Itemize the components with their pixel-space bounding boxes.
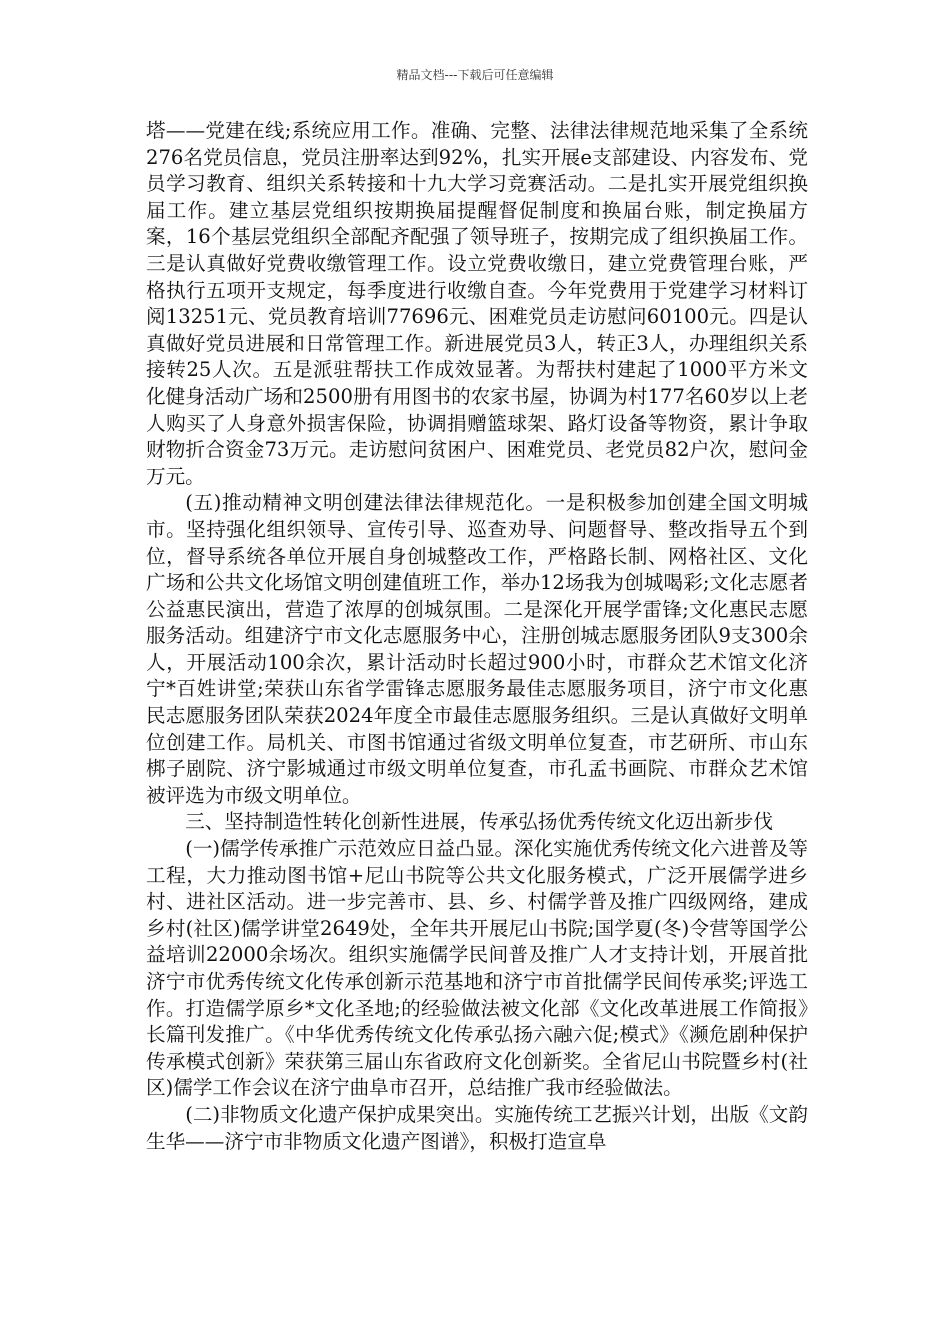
document-body bbox=[146, 118, 808, 1155]
page-header: 精品文档---下载后可任意编辑 bbox=[396, 68, 554, 82]
section-heading-three: 三、坚持制造性转化创新性进展，传承弘扬优秀传统文化迈出新步伐 bbox=[185, 810, 773, 834]
paragraph-party-building: 塔——党建在线;系统应用工作。准确、完整、法律法律规范地采集了全系统276名党员信息，党员注册率达到92%，扎实开展e支部建设、内容发布、党员学习教育、组织关系转接和十九大学习竞赛活动。二是扎实开展党组织换届工作。建立基层党组织按期换届提醒督促制度和换届台账，制定换届方案，16个基层党组织全部配齐配强了领导班子，按期完成了组织换届工作。三是认真做好党费收缴管理工作。设立党费收缴日，建立党费管理台账，严格执行五项开支规定，每季度进行收缴自查。今年党费用于党建学习材料订阅13251元、党员教育培训77696元、困难党员走访慰问60100元。四是认真做好党员进展和日常管理工作。新进展党员3人，转正3人，办理组织关系接转25人次。五是派驻帮扶工作成效显著。为帮扶村建起了1000平方米文化健身活动广场和2500册有用图书的农家书屋，协调为村177名60岁以上老人购买了人身意外损害保险，协调捐赠篮球架、路灯设备等物资，累计争取财物折合资金73万元。走访慰问贫困户、困难党员、老党员82户次，慰问金万元。 bbox=[146, 119, 808, 488]
paragraph-civilization: (五)推动精神文明创建法律法律规范化。一是积极参加创建全国文明城市。坚持强化组织领导、宣传引导、巡查劝导、问题督导、整改指导五个到位，督导系统各单位开展自身创城整改工作，严格路长制、网格社区、文化广场和公共文化场馆文明创建值班工作，举办12场我为创城喝彩;文化志愿者公益惠民演出，营造了浓厚的创城氛围。二是深化开展学雷锋;文化惠民志愿服务活动。组建济宁市文化志愿服务中心，注册创城志愿服务团队9支300余人，开展活动100余次，累计活动时长超过900小时，市群众艺术馆文化济宁*百姓讲堂;荣获山东省学雷锋志愿服务最佳志愿服务项目，济宁市文化惠民志愿服务团队荣获2024年度全市最佳志愿服务组织。三是认真做好文明单位创建工作。局机关、市图书馆通过省级文明单位复查，市艺研所、市山东梆子剧院、济宁影城通过市级文明单位复查，市孔孟书画院、市群众艺术馆被评选为市级文明单位。 bbox=[146, 491, 808, 807]
paragraph-intangible-heritage: (二)非物质文化遗产保护成果突出。实施传统工艺振兴计划，出版《文韵生华——济宁市非物质文化遗产图谱》，积极打造宣阜 bbox=[146, 1102, 808, 1153]
paragraph-confucianism: (一)儒学传承推广示范效应日益凸显。深化实施优秀传统文化六进普及等工程，大力推动图书馆+尼山书院等公共文化服务模式，广泛开展儒学进乡村、进社区活动。进一步完善市、县、乡、村儒学普及推广四级网络，建成乡村(社区)儒学讲堂2649处，全年共开展尼山书院;国学夏(冬)令营等国学公益培训22000余场次。组织实施儒学民间普及推广人才支持计划，开展首批济宁市优秀传统文化传承创新示范基地和济宁市首批儒学民间传承奖;评选工作。打造儒学原乡*文化圣地;的经验做法被文化部《文化改革进展工作简报》长篇刊发推广。《中华优秀传统文化传承弘扬六融六促;模式》《濒危剧种保护传承模式创新》荣获第三届山东省政府文化创新奖。全省尼山书院暨乡村(社区)儒学工作会议在济宁曲阜市召开，总结推广我市经验做法。 bbox=[146, 837, 808, 1100]
